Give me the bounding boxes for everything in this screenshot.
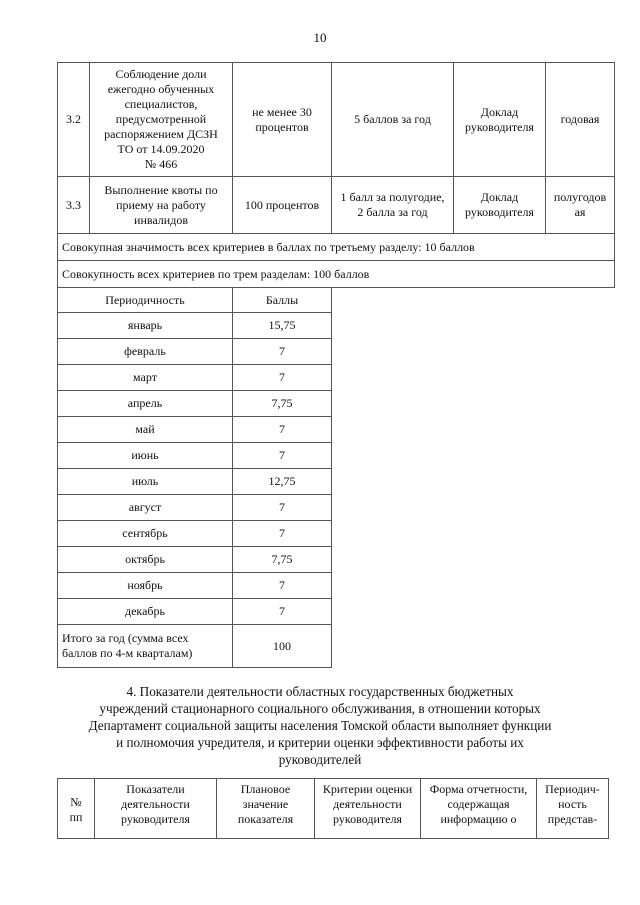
month-cell: февраль [58, 339, 233, 365]
row-number: 3.3 [58, 177, 90, 234]
points-cell: 7,75 [233, 547, 332, 573]
points-cell: 7 [233, 599, 332, 625]
plan-value-cell: 100 процентов [233, 177, 332, 234]
table-row [58, 469, 332, 495]
table-row [58, 177, 615, 234]
header-points: Баллы [233, 288, 332, 313]
page-number: 10 [313, 30, 327, 45]
total-label: Итого за год (сумма всех баллов по 4-м кварталам) [58, 625, 233, 668]
header-number: № пп [58, 779, 95, 839]
table-row [58, 391, 332, 417]
month-cell: июнь [58, 443, 233, 469]
points-cell: 1 балл за полугодие, 2 балла за год [332, 177, 454, 234]
plan-value-cell: не менее 30 процентов [233, 63, 332, 177]
month-cell: апрель [58, 391, 233, 417]
table-row [58, 339, 332, 365]
points-cell: 5 баллов за год [332, 63, 454, 177]
table-row [58, 365, 332, 391]
points-cell: 7 [233, 573, 332, 599]
header-plan-value: Плановое значение показателя [217, 779, 315, 839]
section-4-title: 4. Показатели деятельности областных государственных бюджетных учреждений стационарного социального обслуживания, в отношении которых Департамент социальной защиты населения Томской области выполняет функции и полномочия учредителя, и критерии оценки эффективности работы их руководителей [88, 684, 552, 767]
month-cell: май [58, 417, 233, 443]
report-form-cell: Доклад руководителя [454, 63, 546, 177]
header-periodicity: Периодич- ность представ- [537, 779, 609, 839]
table-header-row [58, 779, 609, 839]
points-cell: 15,75 [233, 313, 332, 339]
report-form-cell: Доклад руководителя [454, 177, 546, 234]
total-row [58, 625, 332, 668]
summary-row [58, 261, 615, 288]
header-periodicity: Периодичность [58, 288, 233, 313]
month-cell: декабрь [58, 599, 233, 625]
points-cell: 7 [233, 521, 332, 547]
table-row [58, 573, 332, 599]
month-cell: август [58, 495, 233, 521]
points-cell: 7 [233, 495, 332, 521]
row-number: 3.2 [58, 63, 90, 177]
month-cell: ноябрь [58, 573, 233, 599]
periodicity-cell: полугодов ая [546, 177, 615, 234]
periodicity-cell: годовая [546, 63, 615, 177]
table-row [58, 443, 332, 469]
points-cell: 7 [233, 365, 332, 391]
month-cell: январь [58, 313, 233, 339]
criterion-cell: Выполнение квоты по приему на работу инвалидов [90, 177, 233, 234]
table-row [58, 599, 332, 625]
section3-summary: Совокупная значимость всех критериев в баллах по третьему разделу: 10 баллов [58, 234, 615, 261]
points-cell: 7 [233, 417, 332, 443]
table-row [58, 313, 332, 339]
section-4-table [57, 778, 609, 839]
month-cell: сентябрь [58, 521, 233, 547]
header-criteria: Критерии оценки деятельности руководителя [315, 779, 421, 839]
header-indicators: Показатели деятельности руководителя [95, 779, 217, 839]
header-report-form: Форма отчетности, содержащая информацию о [421, 779, 537, 839]
table-row [58, 495, 332, 521]
summary-row [58, 234, 615, 261]
month-cell: июль [58, 469, 233, 495]
points-cell: 7 [233, 339, 332, 365]
points-cell: 7 [233, 443, 332, 469]
total-value: 100 [233, 625, 332, 668]
table-row [58, 417, 332, 443]
points-cell: 7,75 [233, 391, 332, 417]
criterion-cell: Соблюдение доли ежегодно обученных специалистов, предусмотренной распоряжением ДСЗН ТО от 14.09.2020 № 466 [90, 63, 233, 177]
criteria-table [57, 62, 615, 288]
table-header-row [58, 288, 332, 313]
month-cell: октябрь [58, 547, 233, 573]
table-row [58, 547, 332, 573]
table-row [58, 521, 332, 547]
total-summary: Совокупность всех критериев по трем разделам: 100 баллов [58, 261, 615, 288]
monthly-points-table [57, 287, 332, 668]
month-cell: март [58, 365, 233, 391]
points-cell: 12,75 [233, 469, 332, 495]
table-row [58, 63, 615, 177]
